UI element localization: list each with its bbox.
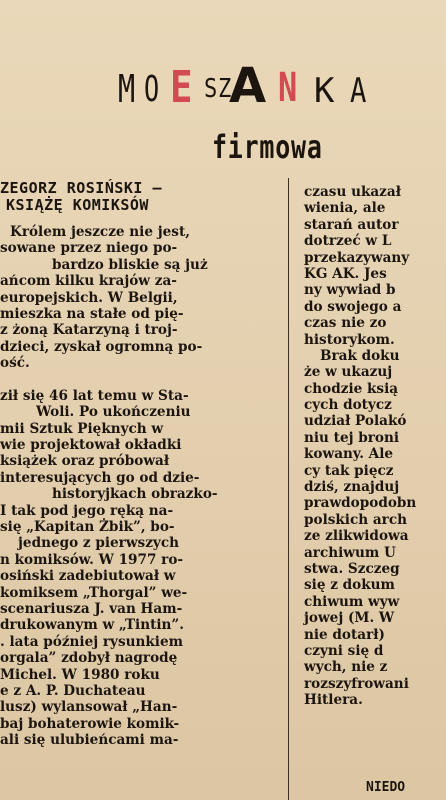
text-line: bardzo bliskie są już bbox=[52, 256, 208, 273]
text-line: . lata później rysunkiem bbox=[0, 633, 183, 650]
text-line: ny wywiad b bbox=[304, 282, 396, 299]
text-line: stwa. Szczeg bbox=[304, 560, 400, 577]
text-line: osiński zadebiutował w bbox=[0, 568, 176, 585]
headline-line: ZEGORZ ROSIŃSKI — bbox=[0, 179, 163, 197]
headline-line: KSIĄŻĘ KOMIKSÓW bbox=[6, 196, 149, 214]
masthead-letter: K bbox=[314, 71, 335, 111]
text-line: nie dotarł) bbox=[304, 626, 385, 643]
text-line: wienia, ale bbox=[304, 200, 386, 217]
text-line: jednego z pierwszych bbox=[18, 535, 179, 552]
text-line: ali się ulubieńcami ma- bbox=[0, 732, 179, 749]
text-line: cy tak pięcz bbox=[304, 462, 394, 479]
text-line: dotrzeć w L bbox=[304, 233, 392, 250]
text-line: ził się 46 lat temu w Sta- bbox=[0, 387, 189, 404]
text-line: jowej (M. W bbox=[304, 610, 395, 627]
masthead-letter: N bbox=[278, 65, 298, 111]
text-line: n komiksów. W 1977 ro- bbox=[0, 551, 184, 568]
text-line: czas nie zo bbox=[304, 315, 387, 332]
text-line: Hitlera. bbox=[304, 692, 363, 709]
masthead-letter: S bbox=[204, 74, 218, 104]
masthead-letter: M bbox=[118, 67, 136, 111]
text-line: dziś, znajduj bbox=[304, 479, 400, 496]
text-line: Brak doku bbox=[320, 347, 400, 364]
text-line: przekazywany bbox=[304, 249, 410, 266]
text-line: kowany. Ale bbox=[304, 446, 394, 463]
text-line: ość. bbox=[0, 355, 30, 372]
text-line: baj bohaterowie komik- bbox=[0, 715, 180, 732]
masthead-subtitle: firmowa bbox=[212, 128, 323, 166]
article-column-right bbox=[304, 184, 446, 709]
text-line: cych dotycz bbox=[304, 397, 392, 414]
text-line: orgala” zdobył nagrodę bbox=[0, 650, 178, 667]
text-line: mieszka na stałe od pię- bbox=[0, 305, 184, 322]
masthead-letter: A bbox=[229, 58, 267, 114]
text-line: wych, nie z bbox=[304, 659, 388, 676]
text-line: scenariusza J. van Ham- bbox=[0, 600, 183, 617]
text-line bbox=[0, 372, 282, 388]
text-line: Woli. Po ukończeniu bbox=[36, 404, 191, 421]
text-line: starań autor bbox=[304, 216, 399, 233]
text-line: czasu ukazał bbox=[304, 184, 401, 200]
text-line: drukowanym w „Tintin”. bbox=[0, 617, 184, 634]
text-line: się z dokum bbox=[304, 577, 395, 594]
text-line: z żoną Katarzyną i troj- bbox=[0, 322, 178, 339]
text-line: Michel. W 1980 roku bbox=[0, 666, 160, 683]
text-line: e z A. P. Duchateau bbox=[0, 682, 146, 699]
text-line: rozszyfrowani bbox=[304, 675, 409, 692]
text-line: chodzie ksią bbox=[304, 380, 399, 397]
article-column-left bbox=[0, 224, 282, 749]
masthead-letter: A bbox=[350, 71, 367, 111]
text-line: się „Kapitan Żbik”, bo- bbox=[0, 519, 175, 536]
text-line: że w ukazuj bbox=[304, 364, 393, 381]
text-line: komiksem „Thorgal” we- bbox=[0, 584, 188, 601]
text-line: sowane przez niego po- bbox=[0, 240, 178, 257]
masthead-letter: E bbox=[170, 62, 193, 113]
text-line: archiwum U bbox=[304, 544, 396, 561]
text-line: udział Polakó bbox=[304, 413, 407, 430]
masthead-letter: Z bbox=[218, 74, 232, 104]
text-line: niu tej broni bbox=[304, 429, 400, 446]
column-divider bbox=[288, 178, 289, 800]
text-line: europejskich. W Belgii, bbox=[0, 289, 178, 306]
next-article-heading: NIEDO bbox=[366, 780, 406, 795]
text-line: czyni się d bbox=[304, 642, 384, 659]
text-line: lusz) wylansował „Han- bbox=[0, 699, 178, 716]
text-line: prawdopodobn bbox=[304, 495, 417, 512]
masthead-letter: O bbox=[144, 69, 160, 110]
article-headline bbox=[0, 180, 285, 214]
text-line: KG AK. Jes bbox=[304, 265, 387, 282]
text-line: dzieci, zyskał ogromną po- bbox=[0, 338, 203, 355]
text-line: interesujących go od dzie- bbox=[0, 469, 200, 486]
text-line: mii Sztuk Pięknych w bbox=[0, 420, 164, 437]
text-line: do swojego a bbox=[304, 298, 402, 315]
text-line: I tak pod jego ręką na- bbox=[0, 502, 174, 519]
text-line: książek oraz próbował bbox=[0, 453, 170, 470]
text-line: ze zlikwidowa bbox=[304, 528, 409, 545]
text-line: historykom. bbox=[304, 331, 395, 348]
text-line: historyjkach obrazko- bbox=[52, 486, 218, 503]
text-line: polskich arch bbox=[304, 511, 407, 528]
text-line: Królem jeszcze nie jest, bbox=[10, 224, 190, 240]
text-line: wie projektował okładki bbox=[0, 437, 182, 454]
masthead-title bbox=[118, 58, 446, 118]
text-line: chiwum wyw bbox=[304, 593, 400, 610]
text-line: ańcom kilku krajów za- bbox=[0, 273, 177, 290]
